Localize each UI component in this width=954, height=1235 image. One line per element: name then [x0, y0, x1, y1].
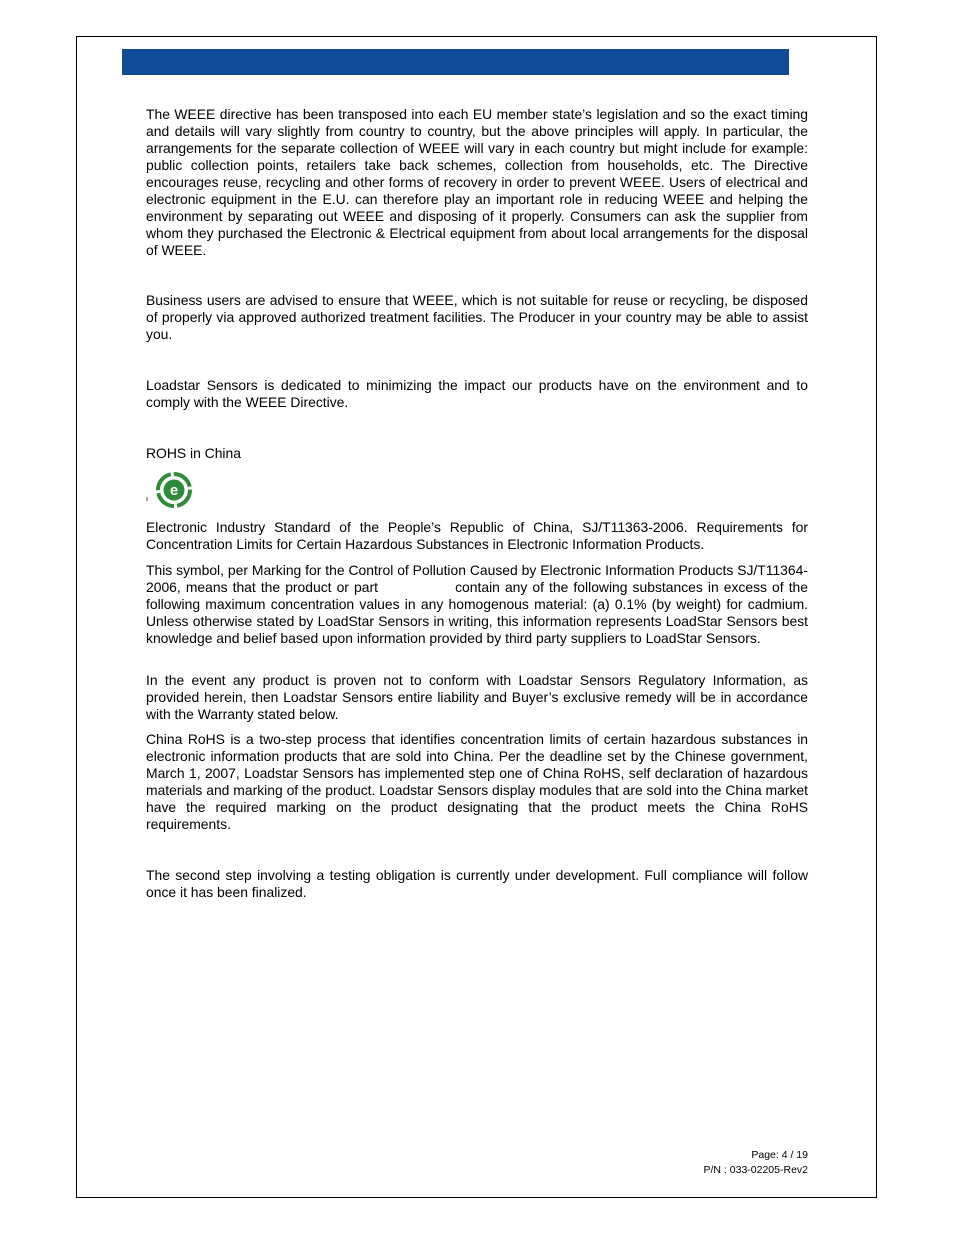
paragraph-business-users: Business users are advised to ensure that WEEE, which is not suitable for reuse or recycling, be disposed of properly via approved authorized treatment facilities. The Producer in your country may be able to assist you.: [146, 292, 808, 342]
paragraph-weee-transposed: The WEEE directive has been transposed into each EU member state’s legislation and so the exact timing and details will vary slightly from country to country, but the above principles will apply. In particular, the arrangements for the separate collection of WEEE will vary in each country but might include for example: public collection points, retailers take back schemes, collection from households, etc. The Directive encourages reuse, recycling and other forms of recovery in order to prevent WEEE. Users of electrical and electronic equipment in the E.U. can therefore play an important role in reducing WEEE and helping the environment by separating out WEEE and disposing of it properly. Consumers can ask the supplier from whom they purchased the Electronic & Electrical equipment from about local arrangements for the disposal of WEEE.: [146, 106, 808, 258]
page-number: Page: 4 / 19: [751, 1149, 808, 1161]
symbol-text-part2: contain any of the following substances in excess of the following maximum concentration values in any homogenous material: (a) 0.1% (by weight) for cadmium. Unless otherwise stated by LoadStar Sensors in writing, this information represents LoadStar Sensors best knowledge and belief based upon information provided by third party suppliers to LoadStar Sensors.: [146, 579, 809, 646]
paragraph-second-step: The second step involving a testing obligation is currently under development. Full compliance will follow once it has been finalized.: [146, 867, 808, 900]
header-bar: [122, 49, 789, 75]
china-rohs-e-logo-icon: [146, 471, 196, 509]
symbol-text-part1: This symbol, per Marking for the Control of Pollution Caused by Electronic Information Products SJ/T11364-2006, means that the product or part: [146, 562, 808, 595]
paragraph-event-proven: In the event any product is proven not to conform with Loadstar Sensors Regulatory Information, as provided herein, then Loadstar Sensors entire liability and Buyer’s exclusive remedy will be in accordance with the Warranty stated below.: [146, 672, 808, 722]
paragraph-loadstar-dedicated: Loadstar Sensors is dedicated to minimizing the impact our products have on the environment and to comply with the WEEE Directive.: [146, 377, 808, 410]
section-heading-rohs-china: ROHS in China: [146, 445, 241, 461]
paragraph-symbol-meaning: [146, 562, 808, 647]
svg-text:e: e: [169, 482, 179, 499]
paragraph-china-rohs: China RoHS is a two-step process that identifies concentration limits of certain hazardous substances in electronic information products that are sold into China. Per the deadline set by the Chinese government, March 1, 2007, Loadstar Sensors has implemented step one of China RoHS, self declaration of hazardous materials and marking of the product. Loadstar Sensors display modules that are sold into the China market have the required marking on the product designating that the product meets the China RoHS requirements.: [146, 731, 808, 832]
paragraph-electronic-standard: Electronic Industry Standard of the People’s Republic of China, SJ/T11363-2006. Requirements for Concentration Limits for Certain Hazardous Substances in Electronic Information Products.: [146, 519, 808, 552]
part-number: P/N : 033-02205-Rev2: [703, 1164, 808, 1176]
